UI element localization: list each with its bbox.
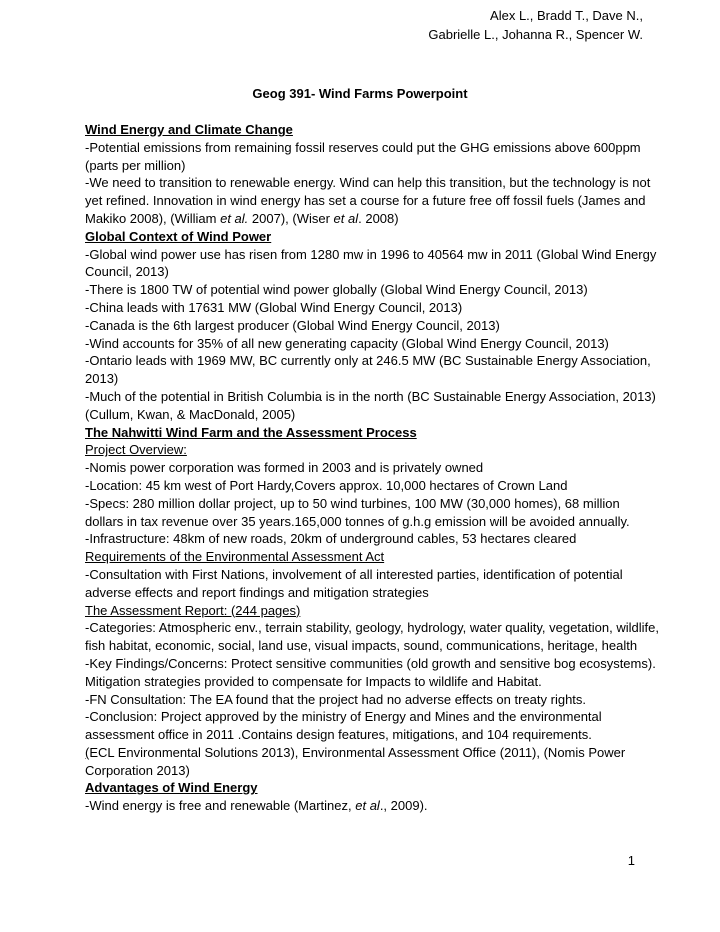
- subheading-assessment-report: The Assessment Report: (244 pages): [85, 602, 301, 618]
- list-item: -Canada is the 6th largest producer (Global Wind Energy Council, 2013): [85, 317, 500, 333]
- document-title: Geog 391- Wind Farms Powerpoint: [252, 86, 468, 101]
- page-number: 1: [627, 853, 635, 868]
- subheading-ea-requirements: Requirements of the Environmental Assessment Act: [85, 549, 385, 565]
- authors-line-2: Gabrielle L., Johanna R., Spencer W.: [428, 27, 643, 42]
- italic-text: et al: [355, 798, 380, 814]
- heading-advantages: Advantages of Wind Energy: [85, 780, 258, 796]
- document-body: [85, 121, 660, 815]
- text-run: -Wind energy is free and renewable (Martinez,: [85, 798, 356, 814]
- list-item: -Nomis power corporation was formed in 2003 and is privately owned: [85, 460, 484, 476]
- list-item: -Key Findings/Concerns: Protect sensitive communities (old growth and sensitive bog ecosystems). Mitigation strategies provided to compensate for Impacts to wildlife and Habitat.: [85, 655, 656, 689]
- list-item: -FN Consultation: The EA found that the project had no adverse effects on treaty rights.: [85, 691, 587, 707]
- paragraph: [85, 797, 660, 815]
- list-item: -Consultation with First Nations, involvement of all interested parties, identification of potential adverse effects and report findings and mitigation strategies: [85, 566, 623, 600]
- list-item: -Specs: 280 million dollar project, up to 50 wind turbines, 100 MW (30,000 homes), 68 million dollars in tax revenue over 35 years.165,000 tonnes of g.h.g emission will be avoided annually.: [85, 495, 630, 529]
- list-item: -Location: 45 km west of Port Hardy,Covers approx. 10,000 hectares of Crown Land: [85, 477, 568, 493]
- paragraph: [85, 174, 660, 227]
- list-item: -Infrastructure: 48km of new roads, 20km of underground cables, 53 hectares cleared: [85, 531, 577, 547]
- paragraph: -Potential emissions from remaining fossil reserves could put the GHG emissions above 600ppm (parts per million): [85, 139, 641, 173]
- list-item: -China leads with 17631 MW (Global Wind Energy Council, 2013): [85, 299, 463, 315]
- text-run: 2007), (Wiser: [248, 210, 334, 226]
- subheading-project-overview: Project Overview:: [85, 442, 187, 458]
- text-run: ., 2009).: [379, 798, 428, 814]
- italic-text: et al: [333, 210, 359, 226]
- heading-wind-energy-climate: Wind Energy and Climate Change: [85, 122, 293, 137]
- list-item: -Ontario leads with 1969 MW, BC currently only at 246.5 MW (BC Sustainable Energy Association, 2013): [85, 353, 651, 387]
- list-item: -Wind accounts for 35% of all new generating capacity (Global Wind Energy Council, 2013): [85, 335, 609, 351]
- list-item: -Much of the potential in British Columbia is in the north (BC Sustainable Energy Association, 2013) (Cullum, Kwan, & MacDonald, 2005): [85, 388, 656, 422]
- list-item: -There is 1800 TW of potential wind power globally (Global Wind Energy Council, 2013): [85, 282, 588, 298]
- list-item: -Conclusion: Project approved by the ministry of Energy and Mines and the environmental assessment office in 2011 .Contains design features, mitigations, and 104 requirements.: [85, 709, 602, 743]
- text-run: ECL Environmental Solutions 2013), Environmental Assessment Office (2011), (Nomis Power Corporation 2013): [85, 744, 626, 778]
- italic-text: et al.: [220, 210, 249, 226]
- heading-global-context: Global Context of Wind Power: [85, 228, 272, 244]
- text-run: (: [85, 744, 90, 760]
- list-item: -Global wind power use has risen from 1280 mw in 1996 to 40564 mw in 2011 (Global Wind Energy Council, 2013): [85, 246, 657, 280]
- authors-line-1: Alex L., Bradd T., Dave N.,: [490, 8, 643, 23]
- list-item: -Categories: Atmospheric env., terrain stability, geology, hydrology, water quality, vegetation, wildlife, fish habitat, economic, social, land use, visual impacts, sound, communications, heritage, health: [85, 620, 659, 654]
- text-run: . 2008): [358, 210, 399, 226]
- authors-header: [428, 6, 643, 44]
- heading-nahwitti: The Nahwitti Wind Farm and the Assessment Process: [85, 424, 417, 440]
- references: [85, 744, 660, 780]
- text-run: -We need to transition to renewable energy. Wind can help this transition, but the technology is not yet refined. Innovation in wind energy has set a course for a future free off fossil fuels (James and Makiko 2008), (William: [85, 175, 651, 226]
